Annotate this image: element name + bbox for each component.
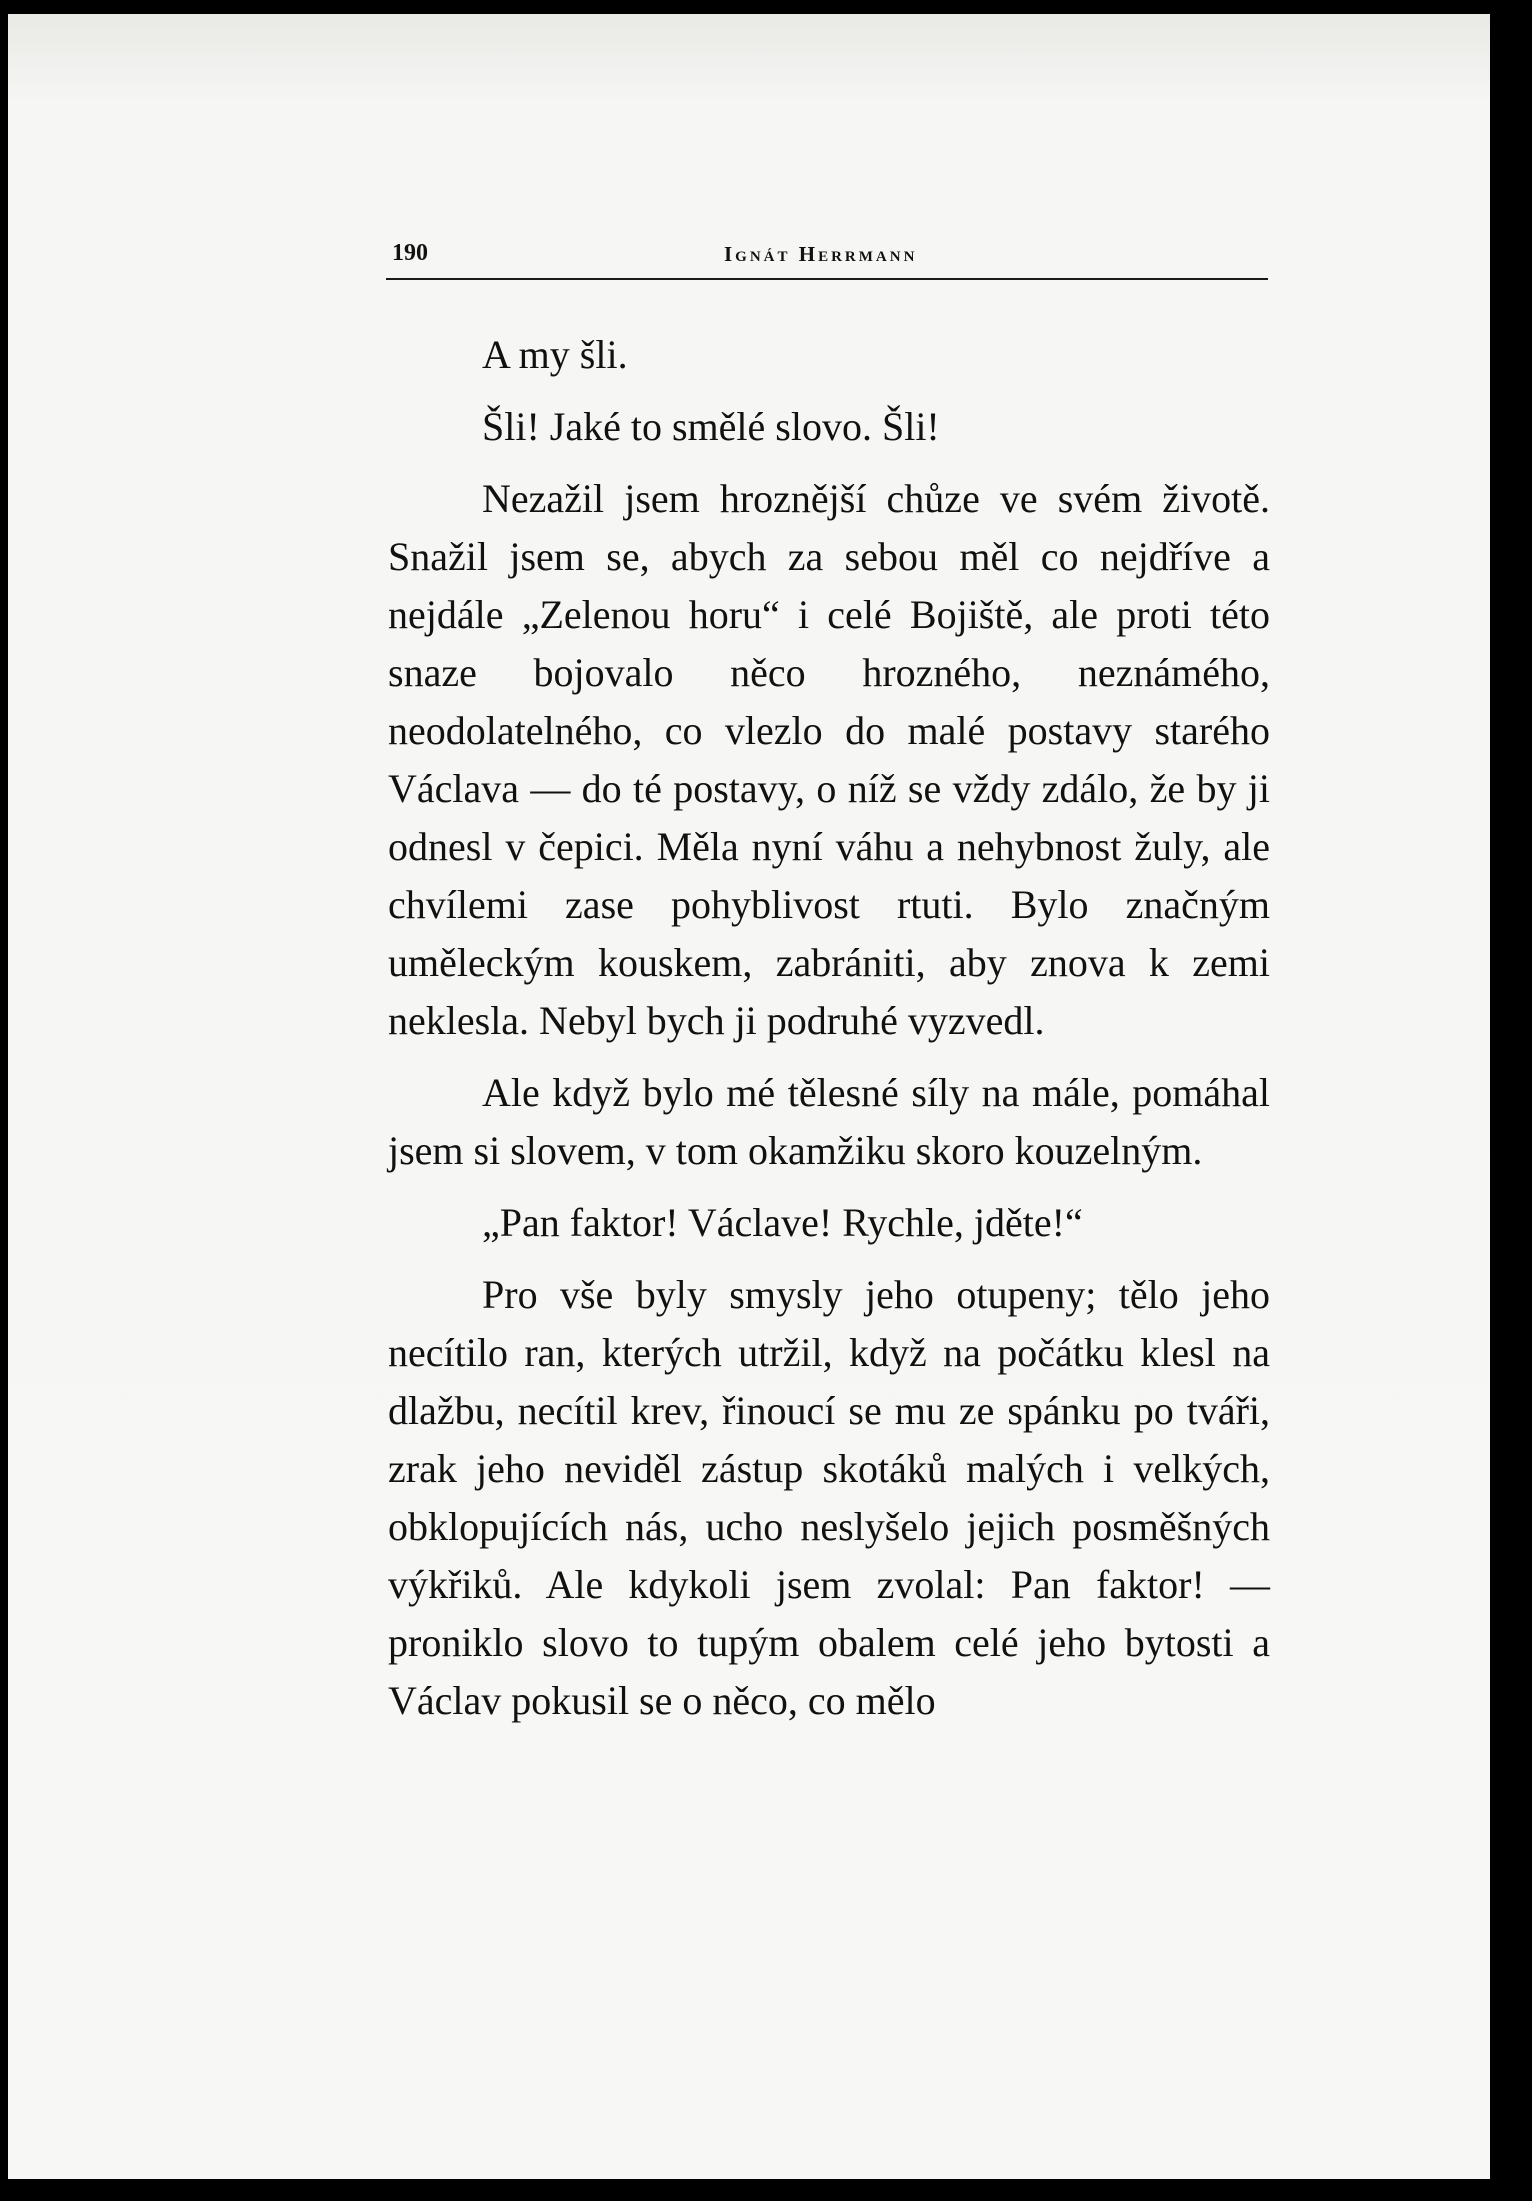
paragraph-1: A my šli.	[482, 332, 628, 377]
body-text	[388, 326, 1270, 1744]
paragraph-3: Nezažil jsem hroznější chůze ve svém životě. Snažil jsem se, abych za sebou měl co nejdříve a nejdále „Zelenou horu“ i celé Bojiště, ale proti této snaze bojovalo něco hrozného, neznámého, neodolatelného, co vlezlo do malé postavy starého Václava — do té postavy, o níž se vždy zdálo, že by ji odnesl v čepici. Měla nyní váhu a nehybnost žuly, ale chvílemi zase pohyblivost rtuti. Bylo značným uměleckým kouskem, zabrániti, aby znova k zemi neklesla. Nebyl bych ji podruhé vyzvedl.	[388, 476, 1270, 1043]
running-head-author: Ignát Herrmann	[724, 242, 918, 266]
paragraph-2: Šli! Jaké to smělé slovo. Šli!	[482, 404, 940, 449]
page-number: 190	[392, 240, 428, 266]
paragraph-5: „Pan faktor! Václave! Rychle, jděte!“	[482, 1200, 1083, 1245]
page-header	[386, 236, 1268, 280]
paragraph-6: Pro vše byly smysly jeho otupeny; tělo jeho necítilo ran, kterých utržil, když na počátku klesl na dlažbu, necítil krev, řinoucí se mu ze spánku po tváři, zrak jeho neviděl zástup skotáků malých i velkých, obklopujících nás, ucho neslyšelo jejich posměšných výkřiků. Ale kdykoli jsem zvolal: Pan faktor! — proniklo slovo to tupým obalem celé jeho bytosti a Václav pokusil se o něco, co mělo	[388, 1272, 1270, 1723]
book-page	[8, 14, 1490, 2179]
paragraph-4: Ale když bylo mé tělesné síly na mále, pomáhal jsem si slovem, v tom okamžiku skoro kouzelným.	[388, 1070, 1270, 1173]
